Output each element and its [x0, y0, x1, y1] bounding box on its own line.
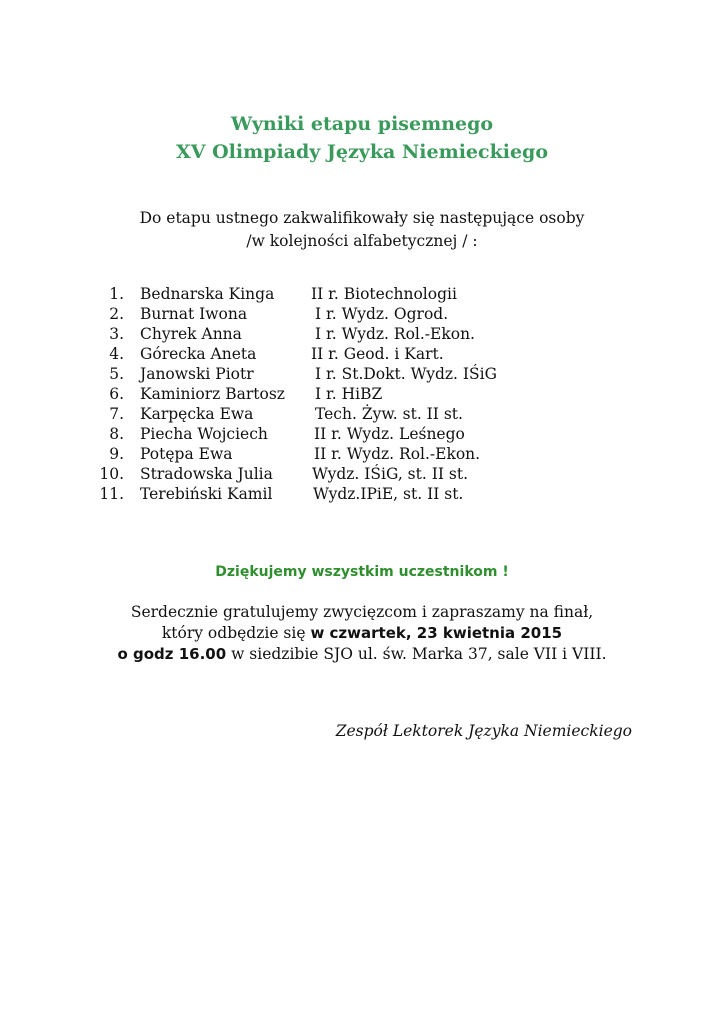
item-info: Tech. Żyw. st. II st.	[315, 405, 463, 423]
final-location: w siedzibie SJO ul. św. Marka 37, sale VII i VIII.	[226, 645, 607, 663]
item-number: 1.	[109, 285, 124, 303]
item-number: 5.	[109, 365, 124, 383]
item-name: Terebiński Kamil	[140, 485, 273, 503]
thanks-message: Dziękujemy wszystkim uczestnikom !	[215, 564, 509, 580]
final-line2-text: który odbędzie się	[161, 624, 311, 642]
item-info: II r. Wydz. Rol.-Ekon.	[314, 445, 481, 463]
item-name: Górecka Aneta	[140, 345, 257, 363]
item-number: 4.	[109, 345, 124, 363]
item-info: II r. Biotechnologii	[311, 285, 457, 303]
final-time: o godz 16.00	[117, 645, 227, 663]
item-number: 6.	[109, 385, 124, 403]
item-name: Karpęcka Ewa	[140, 405, 254, 423]
item-number: 9.	[109, 445, 124, 463]
item-number: 3.	[109, 325, 124, 343]
item-info: Wydz. IŚiG, st. II st.	[312, 465, 468, 483]
item-number: 2.	[109, 305, 124, 323]
final-line3	[0, 645, 724, 663]
item-info: Wydz.IPiE, st. II st.	[313, 485, 464, 503]
item-name: Piecha Wojciech	[140, 425, 268, 443]
item-name: Kaminiorz Bartosz	[140, 385, 285, 403]
intro-line2: /w kolejności alfabetycznej / :	[246, 232, 478, 250]
item-info: I r. St.Dokt. Wydz. IŚiG	[315, 365, 497, 383]
document-title-line2: XV Olimpiady Języka Niemieckiego	[175, 141, 549, 163]
final-line2	[0, 624, 724, 642]
item-name: Janowski Piotr	[140, 365, 254, 383]
item-info: II r. Geod. i Kart.	[311, 345, 444, 363]
item-number: 11.	[99, 485, 124, 503]
signature: Zespół Lektorek Języka Niemieckiego	[335, 722, 632, 740]
item-name: Chyrek Anna	[140, 325, 242, 343]
item-name: Potępa Ewa	[140, 445, 233, 463]
item-name: Bednarska Kinga	[140, 285, 275, 303]
item-number: 8.	[109, 425, 124, 443]
item-info: I r. HiBZ	[315, 385, 383, 403]
final-date: w czwartek, 23 kwietnia 2015	[310, 624, 563, 642]
item-name: Burnat Iwona	[140, 305, 248, 323]
item-number: 10.	[99, 465, 124, 483]
intro-line1: Do etapu ustnego zakwalifikowały się następujące osoby	[139, 209, 585, 227]
document-title-line1: Wyniki etapu pisemnego	[230, 113, 494, 135]
item-info: II r. Wydz. Leśnego	[314, 425, 465, 443]
item-info: I r. Wydz. Rol.-Ekon.	[315, 325, 475, 343]
item-number: 7.	[109, 405, 124, 423]
final-line1: Serdecznie gratulujemy zwycięzcom i zapraszamy na finał,	[130, 603, 594, 621]
item-info: I r. Wydz. Ogrod.	[315, 305, 449, 323]
item-name: Stradowska Julia	[140, 465, 273, 483]
